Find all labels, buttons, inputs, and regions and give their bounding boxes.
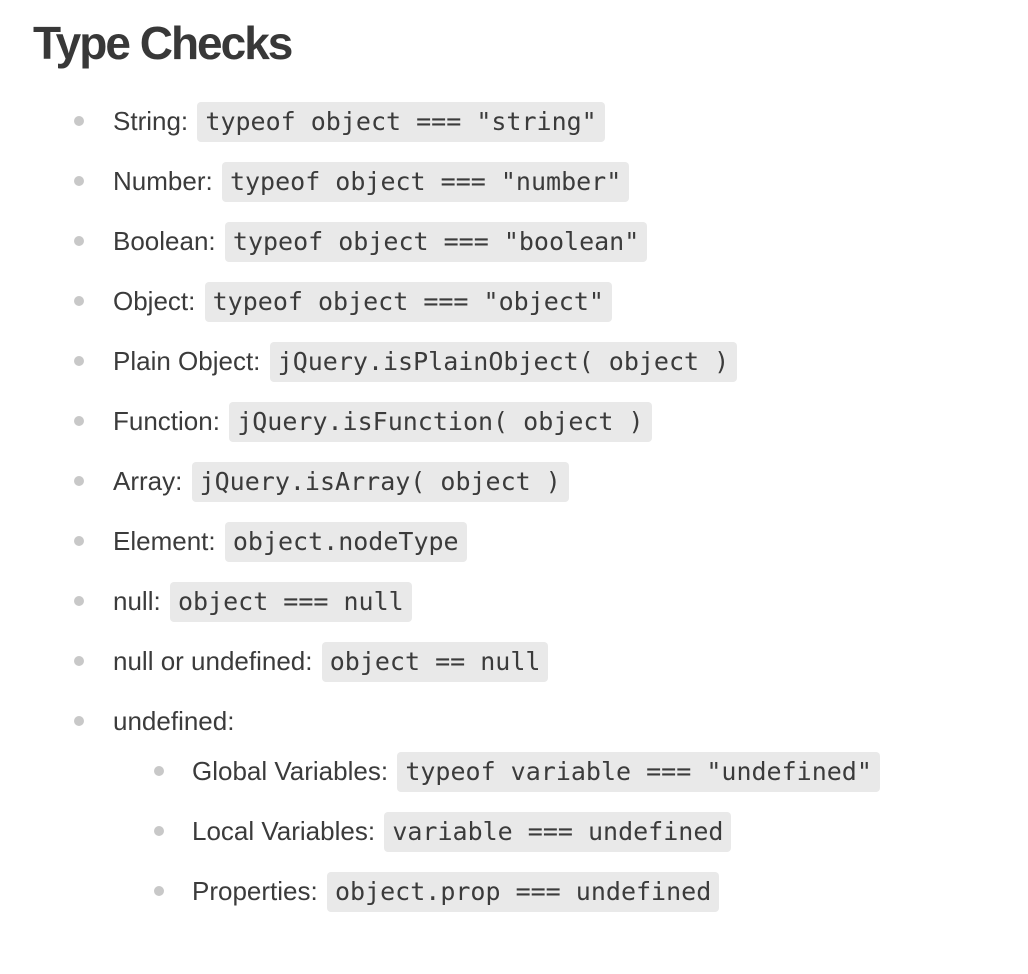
- item-code: object.nodeType: [225, 522, 467, 562]
- bullet-icon: [154, 766, 164, 776]
- list-item: [0, 285, 1028, 317]
- item-code: typeof variable === "undefined": [397, 752, 880, 792]
- item-label: Number:: [113, 165, 213, 196]
- list-item: [0, 405, 1028, 437]
- list-item: [113, 755, 1028, 787]
- bullet-icon: [74, 476, 84, 486]
- item-label: null:: [113, 585, 161, 616]
- item-label: Array:: [113, 465, 183, 496]
- item-code: typeof object === "number": [222, 162, 629, 202]
- item-label: null or undefined:: [113, 645, 313, 676]
- item-label: Local Variables:: [192, 815, 376, 846]
- list-item: [0, 645, 1028, 677]
- bullet-icon: [74, 416, 84, 426]
- bullet-icon: [154, 826, 164, 836]
- item-label: Global Variables:: [192, 755, 389, 786]
- bullet-icon: [74, 656, 84, 666]
- list-item: [0, 225, 1028, 257]
- bullet-icon: [74, 596, 84, 606]
- bullet-icon: [74, 176, 84, 186]
- list-item-undefined: [0, 705, 1028, 907]
- type-checks-list: [0, 105, 1028, 907]
- item-label: Properties:: [192, 875, 318, 906]
- undefined-sublist: [113, 755, 1028, 907]
- list-item: [0, 105, 1028, 137]
- item-code: typeof object === "boolean": [225, 222, 647, 262]
- item-code: variable === undefined: [384, 812, 731, 852]
- list-item: [0, 165, 1028, 197]
- item-code: object.prop === undefined: [327, 872, 719, 912]
- list-item: [0, 585, 1028, 617]
- item-code: jQuery.isFunction( object ): [229, 402, 651, 442]
- bullet-icon: [74, 116, 84, 126]
- item-code: typeof object === "string": [197, 102, 604, 142]
- item-label: String:: [113, 105, 189, 136]
- item-code: object == null: [322, 642, 549, 682]
- page-title: Type Checks: [33, 17, 292, 69]
- item-label: Function:: [113, 405, 220, 436]
- bullet-icon: [74, 296, 84, 306]
- item-label: Object:: [113, 285, 196, 316]
- item-label: Plain Object:: [113, 345, 261, 376]
- bullet-icon: [154, 886, 164, 896]
- item-label: undefined:: [113, 705, 235, 736]
- bullet-icon: [74, 236, 84, 246]
- item-code: jQuery.isArray( object ): [192, 462, 569, 502]
- list-item: [0, 345, 1028, 377]
- list-item: [0, 465, 1028, 497]
- item-code: jQuery.isPlainObject( object ): [270, 342, 738, 382]
- item-label: Element:: [113, 525, 216, 556]
- list-item: [113, 875, 1028, 907]
- bullet-icon: [74, 716, 84, 726]
- item-code: typeof object === "object": [205, 282, 612, 322]
- list-item: [113, 815, 1028, 847]
- bullet-icon: [74, 356, 84, 366]
- list-item: [0, 525, 1028, 557]
- item-label: Boolean:: [113, 225, 216, 256]
- item-code: object === null: [170, 582, 412, 622]
- bullet-icon: [74, 536, 84, 546]
